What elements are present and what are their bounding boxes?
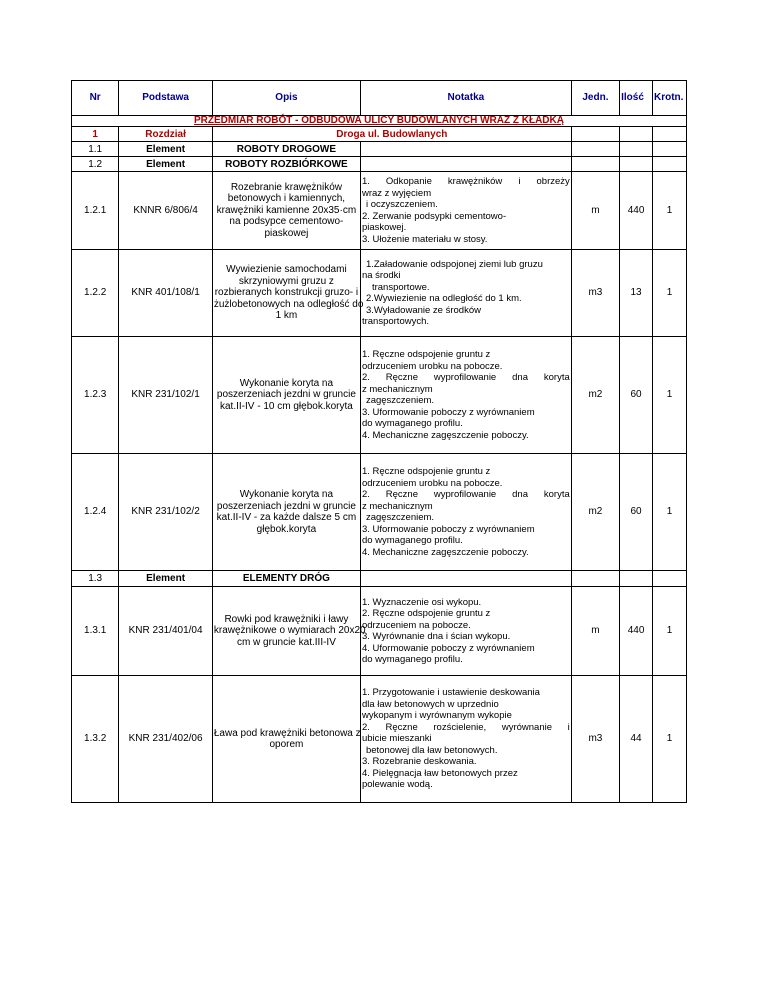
header-opis: Opis [212,81,360,116]
table-row [72,250,687,337]
row-opis: Ława pod krawężniki betonowa z oporem [212,676,360,803]
row-notatka: 1. Wyznaczenie osi wykopu. 2. Ręczne odspojenie gruntu z odrzuceniem na pobocze. 3. Wyrównanie dna i ścian wykopu. 4. Uformowanie poboczy z wyrównaniem do wymaganego profilu. [360,587,571,676]
row-notatka: 1. Ręczne odspojenie gruntu z odrzuceniem urobku na pobocze. 2. Ręczne wyprofilowanie dna koryta z mechanicznym zagęszczeniem. 3. Uformowanie poboczy z wyrównaniem do wymaganego profilu. 4. Mechaniczne zagęszczenie poboczy. [360,337,571,454]
table-row [72,172,687,250]
row-krotn: 1 [653,454,687,571]
table-row [72,587,687,676]
element-name: ROBOTY DROGOWE [212,142,360,157]
kosztorys-table [71,80,687,803]
title-row [72,116,687,127]
row-notatka: 1. Ręczne odspojenie gruntu z odrzuceniem urobku na pobocze. 2. Ręczne wyprofilowanie dna koryta z mechanicznym zagęszczeniem. 3. Uformowanie poboczy z wyrównaniem do wymaganego profilu. 4. Mechaniczne zagęszczenie poboczy. [360,454,571,571]
row-podstawa: KNR 231/102/2 [119,454,213,571]
row-krotn: 1 [653,337,687,454]
row-nr: 1.3.2 [72,676,119,803]
element-nr: 1.2 [72,157,119,172]
header-jedn: Jedn. [571,81,619,116]
row-jedn: m2 [571,454,619,571]
row-krotn: 1 [653,587,687,676]
row-podstawa: KNR 401/108/1 [119,250,213,337]
element-row [72,157,687,172]
row-podstawa: KNR 231/402/06 [119,676,213,803]
header-notatka: Notatka [360,81,571,116]
row-podstawa: KNNR 6/806/4 [119,172,213,250]
document-title: PRZEDMIAR ROBÓT - ODBUDOWA ULICY BUDOWLANYCH WRAZ Z KŁADKĄ [72,116,687,127]
row-jedn: m [571,172,619,250]
row-ilosc: 44 [620,676,653,803]
chapter-nr: 1 [72,127,119,142]
element-name: ELEMENTY DRÓG [212,571,360,587]
table-row [72,337,687,454]
row-nr: 1.2.3 [72,337,119,454]
row-jedn: m3 [571,250,619,337]
row-ilosc: 440 [620,172,653,250]
chapter-row [72,127,687,142]
row-opis: Wykonanie koryta na poszerzeniach jezdni w gruncie kat.II-IV - za każde dalsze 5 cm głębok.koryta [212,454,360,571]
row-opis: Wykonanie koryta na poszerzeniach jezdni w gruncie kat.II-IV - 10 cm głębok.koryta [212,337,360,454]
row-ilosc: 13 [620,250,653,337]
element-type: Element [119,571,213,587]
element-row [72,142,687,157]
row-podstawa: KNR 231/401/04 [119,587,213,676]
row-notatka: 1. Przygotowanie i ustawienie deskowania dla ław betonowych w uprzednio wykopanym i wyrównanym wykopie 2. Ręczne rozścielenie, wyrównanie i ubicie mieszanki betonowej dla ław betonowych. 3. Rozebranie deskowania. 4. Pielęgnacja ław betonowych przez polewanie wodą. [360,676,571,803]
row-ilosc: 440 [620,587,653,676]
row-nr: 1.3.1 [72,587,119,676]
header-ilosc: Ilość [620,81,653,116]
row-opis: Rowki pod krawężniki i ławy krawężnikowe o wymiarach 20x20 cm w gruncie kat.III-IV [212,587,360,676]
row-krotn: 1 [653,250,687,337]
element-name: ROBOTY ROZBIÓRKOWE [212,157,360,172]
row-krotn: 1 [653,676,687,803]
header-podstawa: Podstawa [119,81,213,116]
header-krotn: Krotn. [653,81,687,116]
row-notatka: 1. Odkopanie krawężników i obrzeży wraz z wyjęciem i oczyszczeniem. 2. Zerwanie podsypki cementowo- piaskowej. 3. Ułożenie materiału w stosy. [360,172,571,250]
table-row [72,454,687,571]
header-nr: Nr [72,81,119,116]
row-opis: Wywiezienie samochodami skrzyniowymi gruzu z rozbieranych konstrukcji gruzo- i żużlobetonowych na odległość do 1 km [212,250,360,337]
header-row [72,81,687,116]
row-notatka: 1.Załadowanie odspojonej ziemi lub gruzu na środki transportowe. 2.Wywiezienie na odległość do 1 km. 3.Wyładowanie ze środków transportowych. [360,250,571,337]
table-row [72,676,687,803]
row-jedn: m3 [571,676,619,803]
row-opis: Rozebranie krawężników betonowych i kamiennych, krawężniki kamienne 20x35·cm na podsypce cementowo- piaskowej [212,172,360,250]
row-jedn: m2 [571,337,619,454]
row-nr: 1.2.4 [72,454,119,571]
element-type: Element [119,142,213,157]
chapter-name: Droga ul. Budowlanych [212,127,571,142]
row-nr: 1.2.2 [72,250,119,337]
element-type: Element [119,157,213,172]
element-row [72,571,687,587]
row-ilosc: 60 [620,337,653,454]
row-krotn: 1 [653,172,687,250]
element-nr: 1.1 [72,142,119,157]
element-nr: 1.3 [72,571,119,587]
row-ilosc: 60 [620,454,653,571]
row-podstawa: KNR 231/102/1 [119,337,213,454]
row-jedn: m [571,587,619,676]
row-nr: 1.2.1 [72,172,119,250]
chapter-type: Rozdział [119,127,213,142]
